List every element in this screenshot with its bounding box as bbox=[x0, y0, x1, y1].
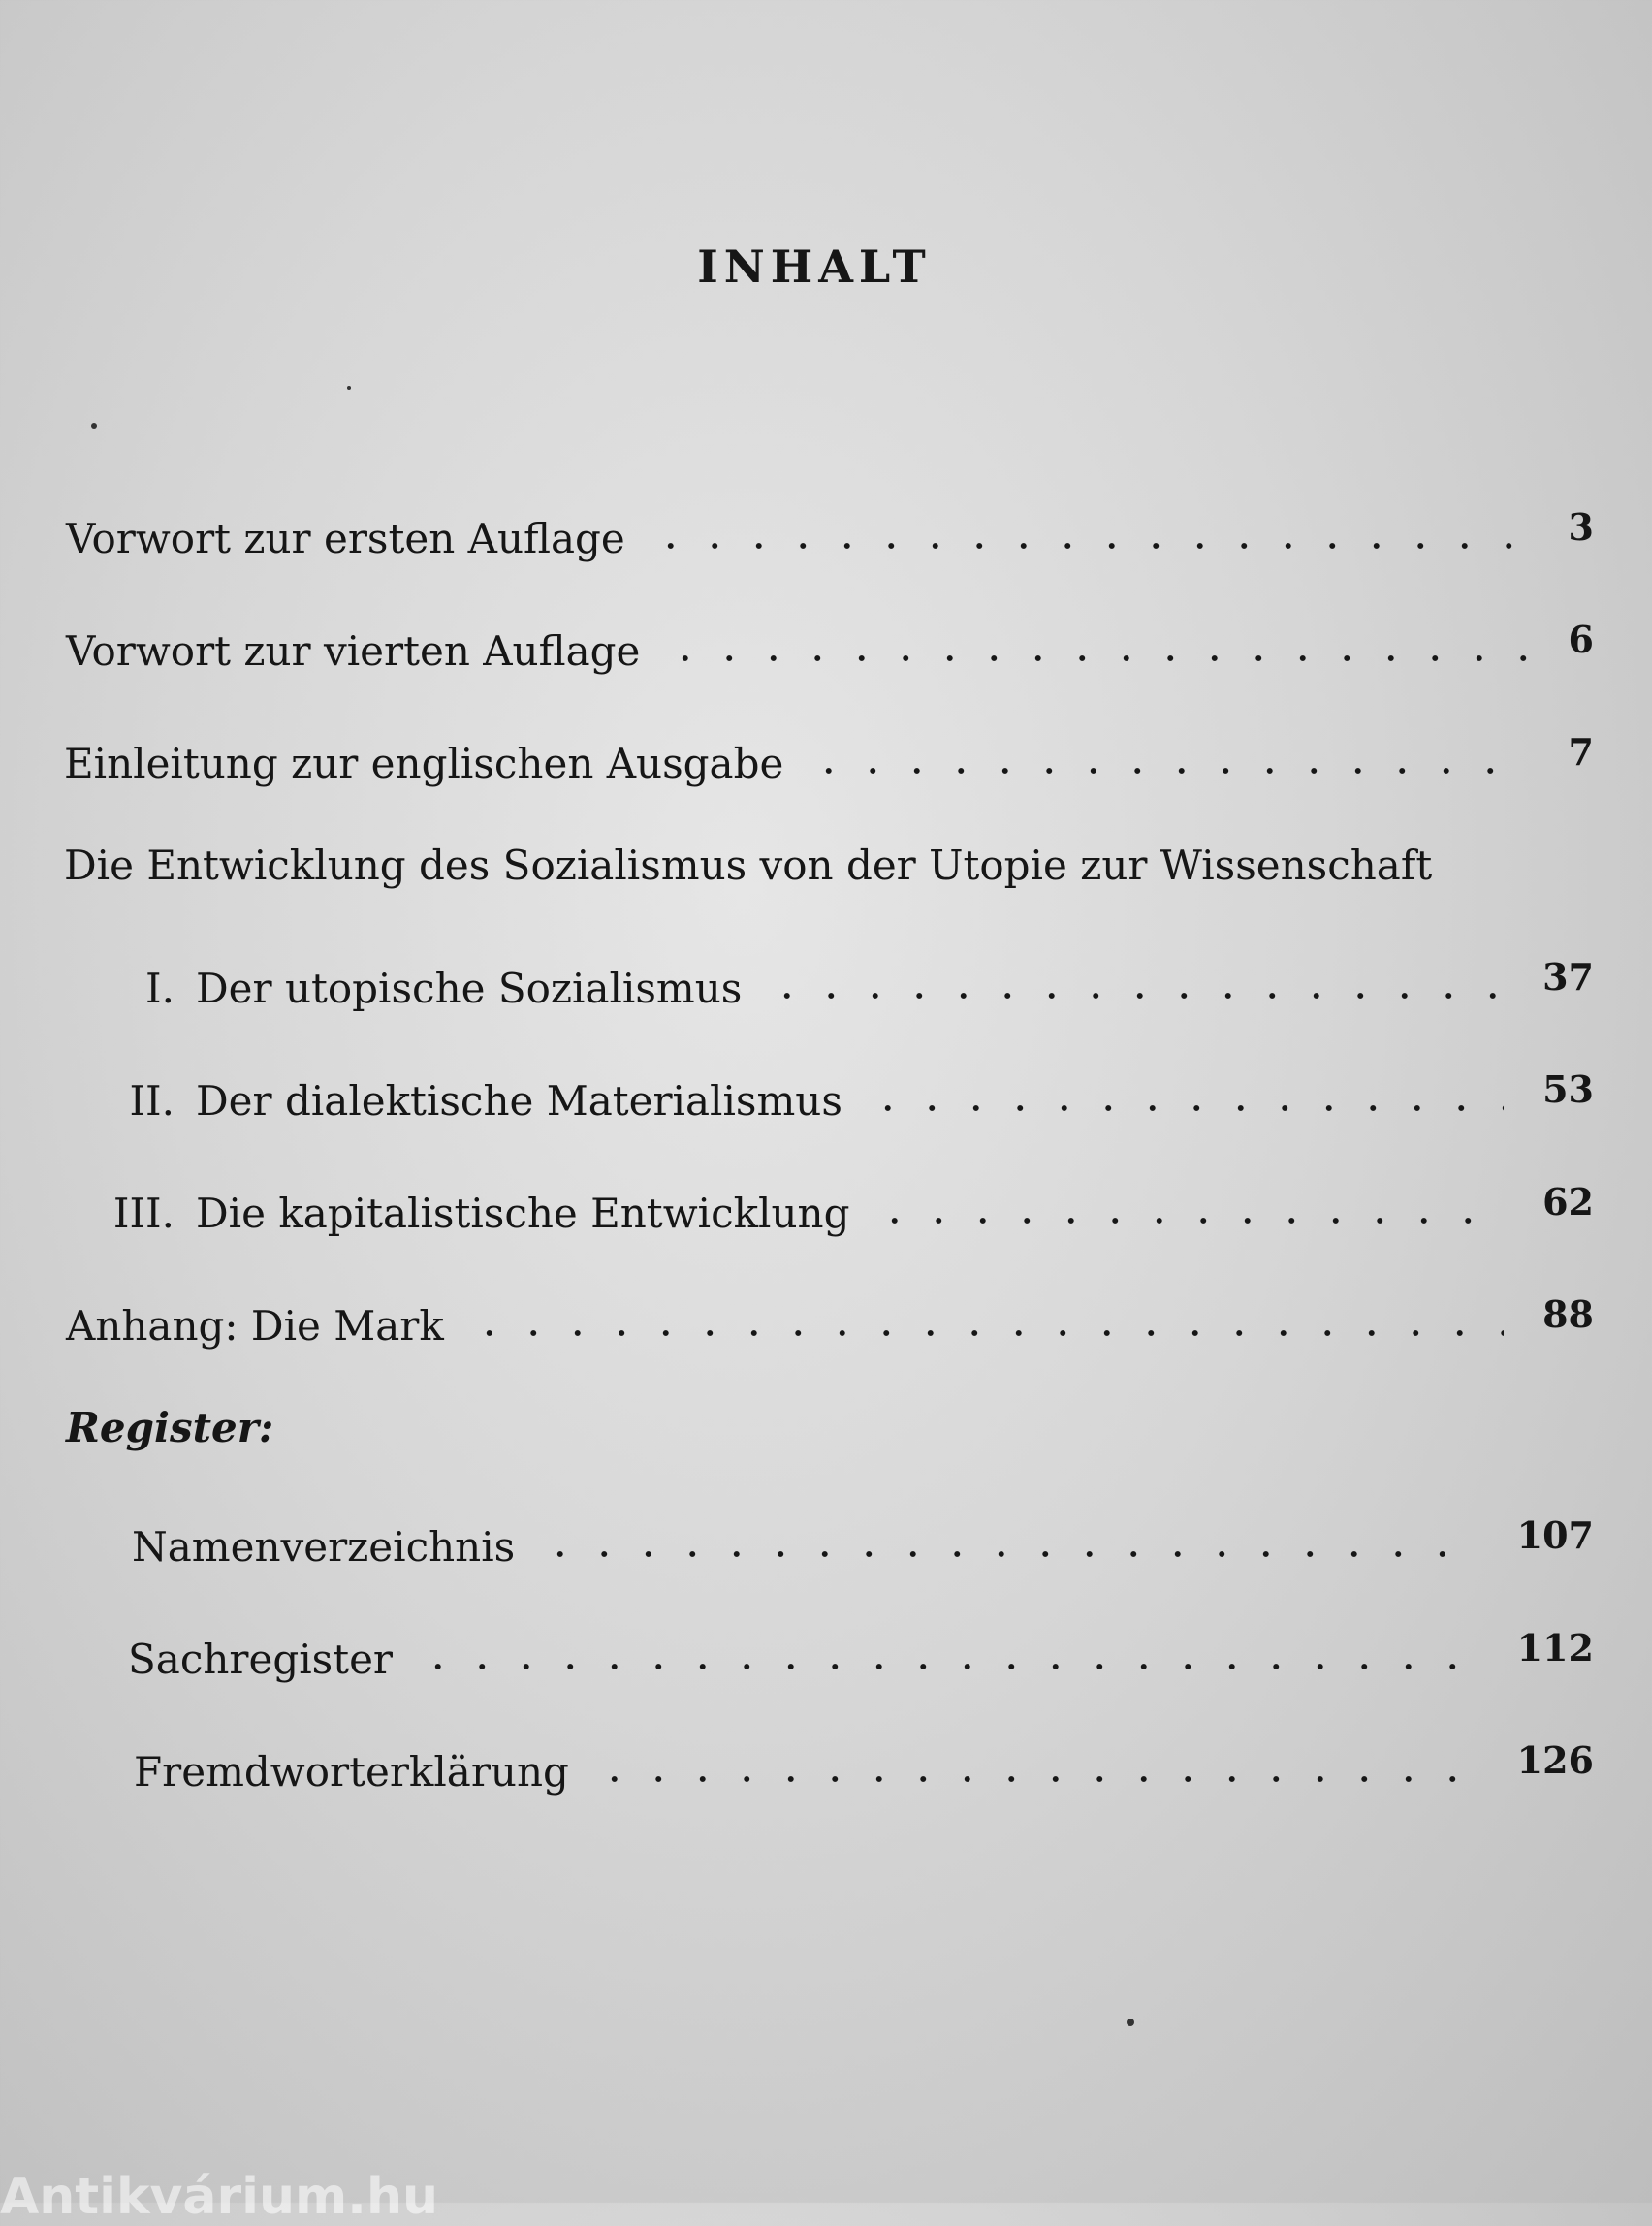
toc-entry-label: Sachregister bbox=[128, 1636, 393, 1683]
toc-chapter-3 bbox=[101, 1179, 1594, 1237]
dot-leader bbox=[663, 653, 1529, 663]
toc-chapter-1 bbox=[101, 954, 1594, 1012]
chapter-number: II. bbox=[129, 1077, 175, 1125]
toc-chapter-2 bbox=[101, 1066, 1594, 1125]
toc-entry-label: Die kapitalistische Entwicklung bbox=[196, 1190, 850, 1237]
paper-speck bbox=[91, 423, 97, 429]
chapter-number: III. bbox=[112, 1190, 175, 1237]
section-heading: Die Entwicklung des Sozialismus von der Utopie zur Wissenschaft bbox=[64, 842, 1433, 889]
page-title: INHALT bbox=[697, 240, 932, 293]
toc-entry-vorwort-vierte bbox=[66, 617, 1594, 675]
toc-entry-label: Anhang: Die Mark bbox=[66, 1302, 444, 1350]
dot-leader bbox=[649, 541, 1530, 551]
toc-entry-label: Der utopische Sozialismus bbox=[196, 965, 743, 1012]
dot-leader bbox=[467, 1328, 1504, 1338]
toc-page-number: 126 bbox=[1516, 1738, 1594, 1782]
dot-leader bbox=[866, 1103, 1504, 1113]
chapter-number: I. bbox=[145, 965, 175, 1012]
toc-entry-label: Einleitung zur englischen Ausgabe bbox=[64, 740, 784, 787]
toc-entry-anhang bbox=[66, 1291, 1594, 1350]
toc-entry-einleitung bbox=[64, 729, 1594, 787]
register-heading: Register: bbox=[66, 1404, 274, 1451]
toc-entry-label: Der dialektische Materialismus bbox=[196, 1077, 842, 1125]
watermark: Antikvárium.hu bbox=[0, 2168, 438, 2226]
toc-page-number: 3 bbox=[1568, 505, 1594, 549]
toc-page-number: 37 bbox=[1542, 955, 1594, 999]
dot-leader bbox=[538, 1549, 1477, 1559]
toc-entry-label: Namenverzeichnis bbox=[132, 1523, 516, 1571]
paper-speck bbox=[1127, 2019, 1134, 2026]
toc-page-number: 88 bbox=[1542, 1292, 1594, 1336]
dot-leader bbox=[416, 1662, 1478, 1671]
toc-page-number: 112 bbox=[1516, 1626, 1594, 1670]
dot-leader bbox=[765, 991, 1504, 1001]
toc-entry-label: Vorwort zur ersten Auflage bbox=[66, 515, 625, 562]
toc-entry-label: Vorwort zur vierten Auflage bbox=[66, 627, 641, 675]
toc-entry-label: Fremdworterklärung bbox=[134, 1748, 569, 1796]
dot-leader bbox=[592, 1774, 1478, 1784]
toc-register-fremdworter bbox=[134, 1737, 1594, 1796]
toc-register-namenverzeichnis bbox=[132, 1512, 1594, 1571]
toc-page-number: 53 bbox=[1542, 1067, 1594, 1111]
paper-speck bbox=[347, 386, 351, 390]
toc-register-sachregister bbox=[128, 1625, 1594, 1683]
dot-leader bbox=[873, 1216, 1504, 1225]
toc-page-number: 107 bbox=[1516, 1513, 1594, 1557]
toc-page-number: 7 bbox=[1568, 730, 1594, 774]
toc-page-number: 62 bbox=[1542, 1180, 1594, 1224]
dot-leader bbox=[807, 766, 1529, 776]
toc-page-number: 6 bbox=[1568, 618, 1594, 661]
toc-entry-vorwort-erste bbox=[66, 504, 1594, 562]
